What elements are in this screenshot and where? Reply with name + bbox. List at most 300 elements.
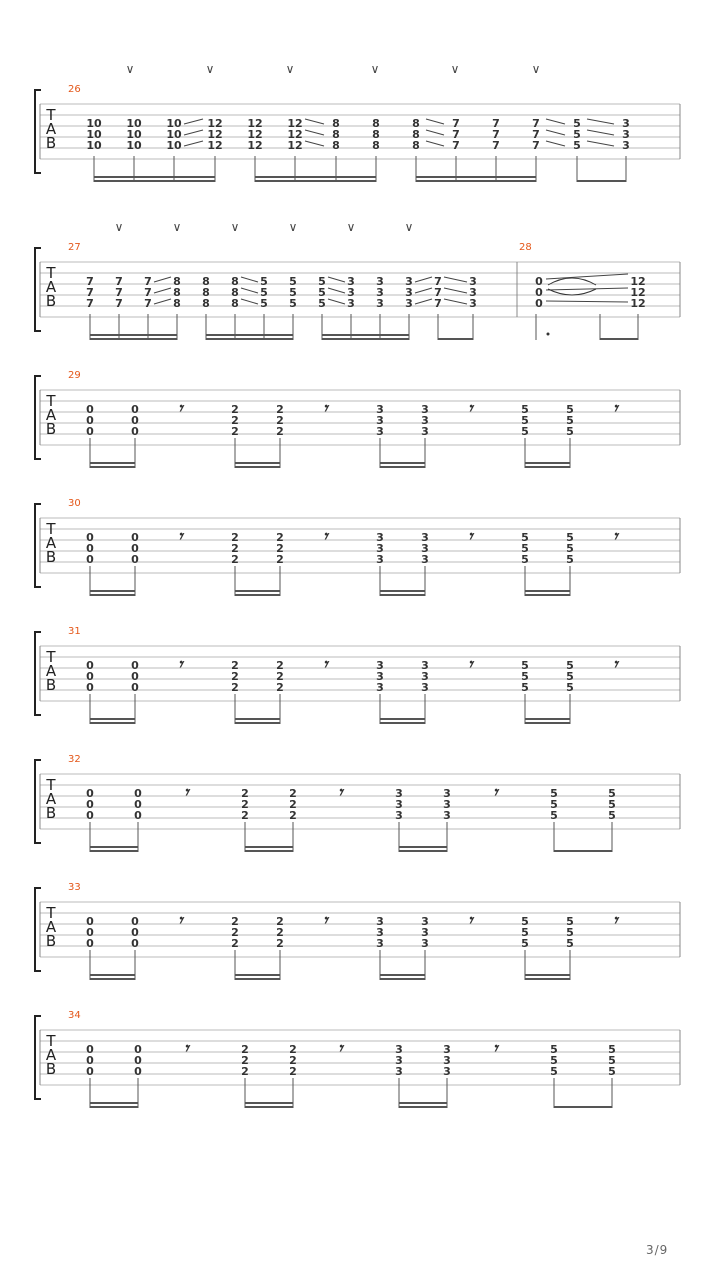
tab-chord	[443, 1043, 451, 1078]
beam	[245, 846, 293, 848]
tab-chord	[289, 1043, 297, 1078]
beam	[525, 466, 570, 468]
fret-number: 3	[376, 926, 384, 939]
fret-number: 8	[372, 117, 380, 130]
tab-chord	[166, 117, 182, 152]
fret-number: 2	[289, 1065, 297, 1078]
fret-number: 2	[231, 542, 239, 555]
fret-number: 3	[405, 286, 413, 299]
slide-line	[305, 141, 324, 146]
tab-chord	[126, 117, 142, 152]
fret-number: 2	[231, 531, 239, 544]
beam	[416, 176, 536, 178]
tab-chord	[173, 275, 181, 310]
slide-line	[444, 299, 467, 304]
fret-number: 0	[86, 1043, 94, 1056]
beam	[206, 338, 293, 340]
slide-line	[184, 130, 203, 135]
fret-number: 5	[566, 553, 574, 566]
fret-number: 3	[421, 915, 429, 928]
tab-clef-letter: A	[45, 790, 57, 808]
tab-clef-letter: B	[45, 804, 57, 822]
fret-number: 5	[566, 403, 574, 416]
fret-number: 3	[421, 531, 429, 544]
system-measure-32	[35, 754, 680, 852]
beam	[255, 176, 376, 178]
tab-chord	[443, 787, 451, 822]
tab-clef-letter: B	[45, 676, 57, 694]
tab-chord	[231, 531, 239, 566]
beam	[235, 590, 280, 592]
fret-number: 3	[421, 542, 429, 555]
tab-clef-letter: B	[45, 420, 57, 438]
fret-number: 0	[535, 297, 543, 310]
beam	[245, 1102, 293, 1104]
fret-number: 3	[405, 275, 413, 288]
tab-chord	[421, 915, 429, 950]
fret-number: 0	[86, 403, 94, 416]
fret-number: 2	[289, 809, 297, 822]
fret-number: 3	[376, 937, 384, 950]
beam	[380, 590, 425, 592]
pick-stroke-icon: ∨	[404, 220, 414, 234]
fret-number: 2	[231, 670, 239, 683]
eighth-rest-icon: 𝄾	[467, 655, 473, 675]
fret-number: 5	[566, 681, 574, 694]
beam	[94, 176, 215, 178]
fret-number: 5	[550, 1043, 558, 1056]
fret-number: 3	[421, 659, 429, 672]
beam	[554, 1106, 612, 1108]
pick-stroke-icon: ∨	[230, 220, 240, 234]
fret-number: 3	[622, 128, 630, 141]
fret-number: 7	[434, 286, 442, 299]
tab-chord	[131, 403, 139, 438]
slide-line	[415, 277, 432, 282]
eighth-rest-icon: 𝄾	[612, 655, 618, 675]
fret-number: 2	[276, 542, 284, 555]
slide-line	[305, 130, 324, 135]
fret-number: 7	[532, 128, 540, 141]
fret-number: 7	[86, 275, 94, 288]
fret-number: 2	[289, 787, 297, 800]
tab-clef-letter: B	[45, 1060, 57, 1078]
system-measure-34	[35, 1010, 680, 1108]
fret-number: 5	[566, 670, 574, 683]
beam	[438, 338, 473, 340]
fret-number: 0	[86, 542, 94, 555]
fret-number: 0	[86, 414, 94, 427]
fret-number: 7	[452, 139, 460, 152]
fret-number: 12	[287, 128, 303, 141]
fret-number: 3	[376, 425, 384, 438]
tab-chord	[260, 275, 268, 310]
measure-number: 32	[68, 754, 81, 765]
fret-number: 12	[247, 128, 263, 141]
fret-number: 3	[376, 670, 384, 683]
fret-number: 10	[126, 128, 142, 141]
slide-line	[426, 130, 444, 135]
fret-number: 3	[376, 297, 384, 310]
fret-number: 2	[276, 681, 284, 694]
eighth-rest-icon: 𝄾	[612, 527, 618, 547]
slide-line	[587, 141, 614, 146]
fret-number: 0	[131, 670, 139, 683]
beam	[90, 590, 135, 592]
tab-clef-letter: A	[45, 406, 57, 424]
tab-chord	[144, 275, 152, 310]
measure-number: 26	[68, 84, 81, 95]
fret-number: 3	[376, 403, 384, 416]
fret-number: 3	[376, 286, 384, 299]
fret-number: 0	[86, 531, 94, 544]
fret-number: 0	[86, 659, 94, 672]
fret-number: 7	[86, 286, 94, 299]
fret-number: 8	[231, 286, 239, 299]
fret-number: 0	[131, 531, 139, 544]
slide-line	[154, 277, 171, 282]
pick-stroke-icon: ∨	[531, 62, 541, 76]
tab-chord	[372, 117, 380, 152]
fret-number: 5	[573, 117, 581, 130]
fret-number: 8	[173, 286, 181, 299]
fret-number: 3	[395, 787, 403, 800]
slide-line	[444, 288, 467, 293]
beam	[90, 338, 177, 340]
fret-number: 2	[289, 1043, 297, 1056]
tab-chord	[492, 117, 500, 152]
fret-number: 3	[421, 403, 429, 416]
fret-number: 0	[86, 915, 94, 928]
fret-number: 5	[521, 659, 529, 672]
fret-number: 7	[532, 139, 540, 152]
fret-number: 7	[115, 297, 123, 310]
fret-number: 10	[86, 128, 102, 141]
fret-number: 7	[492, 128, 500, 141]
fret-number: 12	[207, 117, 223, 130]
tab-chord	[376, 531, 384, 566]
fret-number: 0	[134, 798, 142, 811]
fret-number: 2	[231, 681, 239, 694]
beam	[380, 594, 425, 596]
tab-clef-letter: B	[45, 292, 57, 310]
fret-number: 5	[521, 414, 529, 427]
fret-number: 0	[86, 787, 94, 800]
tab-chord	[469, 275, 477, 310]
slide-line	[444, 277, 467, 282]
tab-chord	[86, 1043, 94, 1078]
tab-chord	[452, 117, 460, 152]
beam	[600, 338, 638, 340]
slide-line	[184, 141, 203, 146]
fret-number: 2	[276, 414, 284, 427]
system-measures-27-28	[35, 220, 680, 340]
tab-chord	[376, 915, 384, 950]
fret-number: 3	[443, 1043, 451, 1056]
beam	[235, 722, 280, 724]
slide-line	[415, 299, 432, 304]
fret-number: 8	[412, 117, 420, 130]
fret-number: 2	[276, 659, 284, 672]
tab-chord	[231, 275, 239, 310]
tab-chord	[86, 117, 102, 152]
tab-chord	[287, 117, 302, 152]
fret-number: 5	[573, 128, 581, 141]
beam	[399, 1106, 447, 1108]
fret-number: 12	[207, 128, 223, 141]
beam	[235, 462, 280, 464]
fret-number: 3	[395, 1065, 403, 1078]
fret-number: 7	[452, 128, 460, 141]
fret-number: 0	[86, 670, 94, 683]
tab-chord	[86, 403, 94, 438]
fret-number: 3	[376, 531, 384, 544]
fret-number: 8	[202, 297, 210, 310]
fret-number: 2	[231, 926, 239, 939]
fret-number: 0	[86, 553, 94, 566]
tab-chord	[241, 787, 249, 822]
beam	[90, 850, 138, 852]
eighth-rest-icon: 𝄾	[322, 527, 328, 547]
tab-chord	[231, 403, 239, 438]
fret-number: 12	[630, 275, 646, 288]
slide-line	[546, 119, 565, 124]
system-measure-31	[35, 626, 680, 724]
fret-number: 7	[492, 117, 500, 130]
fret-number: 12	[630, 286, 646, 299]
fret-number: 3	[421, 414, 429, 427]
measure-number: 28	[519, 242, 532, 253]
eighth-rest-icon: 𝄾	[492, 783, 498, 803]
beam	[245, 1106, 293, 1108]
fret-number: 3	[469, 286, 477, 299]
beam	[90, 722, 135, 724]
fret-number: 3	[421, 425, 429, 438]
fret-number: 5	[608, 1054, 616, 1067]
beam	[416, 180, 536, 182]
tab-chord	[131, 531, 139, 566]
beam	[90, 334, 177, 336]
fret-number: 3	[421, 681, 429, 694]
fret-number: 12	[207, 139, 223, 152]
fret-number: 10	[126, 139, 142, 152]
fret-number: 5	[608, 798, 616, 811]
fret-number: 7	[115, 286, 123, 299]
beam	[380, 722, 425, 724]
fret-number: 0	[86, 937, 94, 950]
fret-number: 2	[276, 403, 284, 416]
fret-number: 10	[126, 117, 142, 130]
fret-number: 0	[131, 681, 139, 694]
eighth-rest-icon: 𝄾	[177, 399, 183, 419]
fret-number: 5	[521, 403, 529, 416]
beam	[525, 590, 570, 592]
fret-number: 8	[173, 275, 181, 288]
measure-number: 27	[68, 242, 81, 253]
tab-clef-letter: B	[45, 134, 57, 152]
fret-number: 0	[131, 553, 139, 566]
beam	[577, 180, 626, 182]
beam	[90, 974, 135, 976]
eighth-rest-icon: 𝄾	[177, 911, 183, 931]
pick-stroke-icon: ∨	[205, 62, 215, 76]
fret-number: 7	[492, 139, 500, 152]
fret-number: 8	[332, 117, 340, 130]
fret-number: 2	[276, 926, 284, 939]
tab-chord	[347, 275, 355, 310]
fret-number: 3	[376, 414, 384, 427]
tab-clef-letter: A	[45, 1046, 57, 1064]
tab-chord	[421, 659, 429, 694]
fret-number: 10	[166, 139, 182, 152]
fret-number: 0	[86, 681, 94, 694]
slide-line	[184, 119, 203, 124]
fret-number: 5	[608, 1065, 616, 1078]
eighth-rest-icon: 𝄾	[322, 911, 328, 931]
fret-number: 0	[131, 915, 139, 928]
tab-chord	[566, 915, 574, 950]
slide-line	[546, 274, 628, 279]
measure-number: 31	[68, 626, 81, 637]
beam	[90, 1106, 138, 1108]
fret-number: 5	[260, 286, 268, 299]
fret-number: 3	[469, 275, 477, 288]
fret-number: 2	[241, 1065, 249, 1078]
fret-number: 8	[372, 128, 380, 141]
slide-line	[426, 141, 444, 146]
eighth-rest-icon: 𝄾	[183, 783, 189, 803]
beam	[380, 462, 425, 464]
tab-chord	[231, 915, 239, 950]
fret-number: 0	[131, 425, 139, 438]
fret-number: 3	[443, 798, 451, 811]
fret-number: 5	[566, 414, 574, 427]
tab-chord	[412, 117, 420, 152]
tab-chord	[86, 531, 94, 566]
fret-number: 5	[550, 787, 558, 800]
fret-number: 2	[231, 403, 239, 416]
tab-chord	[608, 787, 616, 822]
fret-number: 5	[260, 297, 268, 310]
tab-chord	[276, 915, 284, 950]
beam	[525, 978, 570, 980]
tab-chord	[276, 531, 284, 566]
tab-clef-letter: A	[45, 278, 57, 296]
fret-number: 3	[395, 1043, 403, 1056]
beam	[380, 974, 425, 976]
tab-chord	[376, 659, 384, 694]
slide-line	[328, 288, 345, 293]
tab-chord	[318, 275, 326, 310]
beam	[525, 594, 570, 596]
fret-number: 5	[566, 659, 574, 672]
pick-stroke-icon: ∨	[114, 220, 124, 234]
tab-chord	[421, 403, 429, 438]
fret-number: 3	[376, 275, 384, 288]
tab-chord	[86, 787, 94, 822]
beam	[322, 334, 409, 336]
fret-number: 5	[521, 937, 529, 950]
tab-clef-letter: A	[45, 534, 57, 552]
fret-number: 8	[412, 128, 420, 141]
fret-number: 5	[550, 1054, 558, 1067]
fret-number: 3	[376, 542, 384, 555]
fret-number: 5	[550, 798, 558, 811]
fret-number: 2	[276, 531, 284, 544]
fret-number: 0	[131, 659, 139, 672]
tab-chord	[134, 1043, 142, 1078]
beam	[525, 974, 570, 976]
pick-stroke-icon: ∨	[288, 220, 298, 234]
fret-number: 5	[550, 809, 558, 822]
fret-number: 10	[166, 117, 182, 130]
pick-stroke-icon: ∨	[370, 62, 380, 76]
tab-chord	[566, 531, 574, 566]
fret-number: 5	[566, 531, 574, 544]
tab-clef-letter: T	[46, 264, 56, 282]
tab-chord	[421, 531, 429, 566]
fret-number: 5	[521, 553, 529, 566]
fret-number: 3	[421, 670, 429, 683]
tab-clef-letter: B	[45, 548, 57, 566]
fret-number: 3	[421, 553, 429, 566]
beam	[206, 334, 293, 336]
eighth-rest-icon: 𝄾	[322, 399, 328, 419]
slide-line	[426, 119, 444, 124]
fret-number: 5	[521, 542, 529, 555]
fret-number: 3	[622, 139, 630, 152]
tab-chord	[86, 915, 94, 950]
fret-number: 12	[630, 297, 646, 310]
fret-number: 3	[395, 809, 403, 822]
tab-clef-letter: T	[46, 392, 56, 410]
fret-number: 3	[395, 1054, 403, 1067]
fret-number: 8	[412, 139, 420, 152]
tab-chord	[521, 531, 529, 566]
system-measure-30	[35, 498, 680, 596]
eighth-rest-icon: 𝄾	[337, 783, 343, 803]
beam	[525, 462, 570, 464]
fret-number: 3	[395, 798, 403, 811]
tab-clef-letter: A	[45, 918, 57, 936]
beam	[235, 594, 280, 596]
fret-number: 2	[231, 937, 239, 950]
fret-number: 5	[573, 139, 581, 152]
pick-stroke-icon: ∨	[172, 220, 182, 234]
slide-line	[241, 277, 258, 282]
tab-chord	[608, 1043, 616, 1078]
fret-number: 7	[452, 117, 460, 130]
fret-number: 0	[535, 275, 543, 288]
beam	[399, 846, 447, 848]
fret-number: 3	[347, 275, 355, 288]
fret-number: 3	[376, 681, 384, 694]
fret-number: 5	[318, 297, 326, 310]
beam	[90, 466, 135, 468]
fret-number: 5	[521, 681, 529, 694]
beam	[380, 466, 425, 468]
fret-number: 12	[247, 117, 263, 130]
fret-number: 0	[131, 403, 139, 416]
eighth-rest-icon: 𝄾	[612, 399, 618, 419]
fret-number: 7	[86, 297, 94, 310]
pick-stroke-icon: ∨	[125, 62, 135, 76]
tab-clef-letter: T	[46, 520, 56, 538]
fret-number: 0	[86, 798, 94, 811]
fret-number: 7	[115, 275, 123, 288]
fret-number: 0	[131, 414, 139, 427]
eighth-rest-icon: 𝄾	[467, 911, 473, 931]
